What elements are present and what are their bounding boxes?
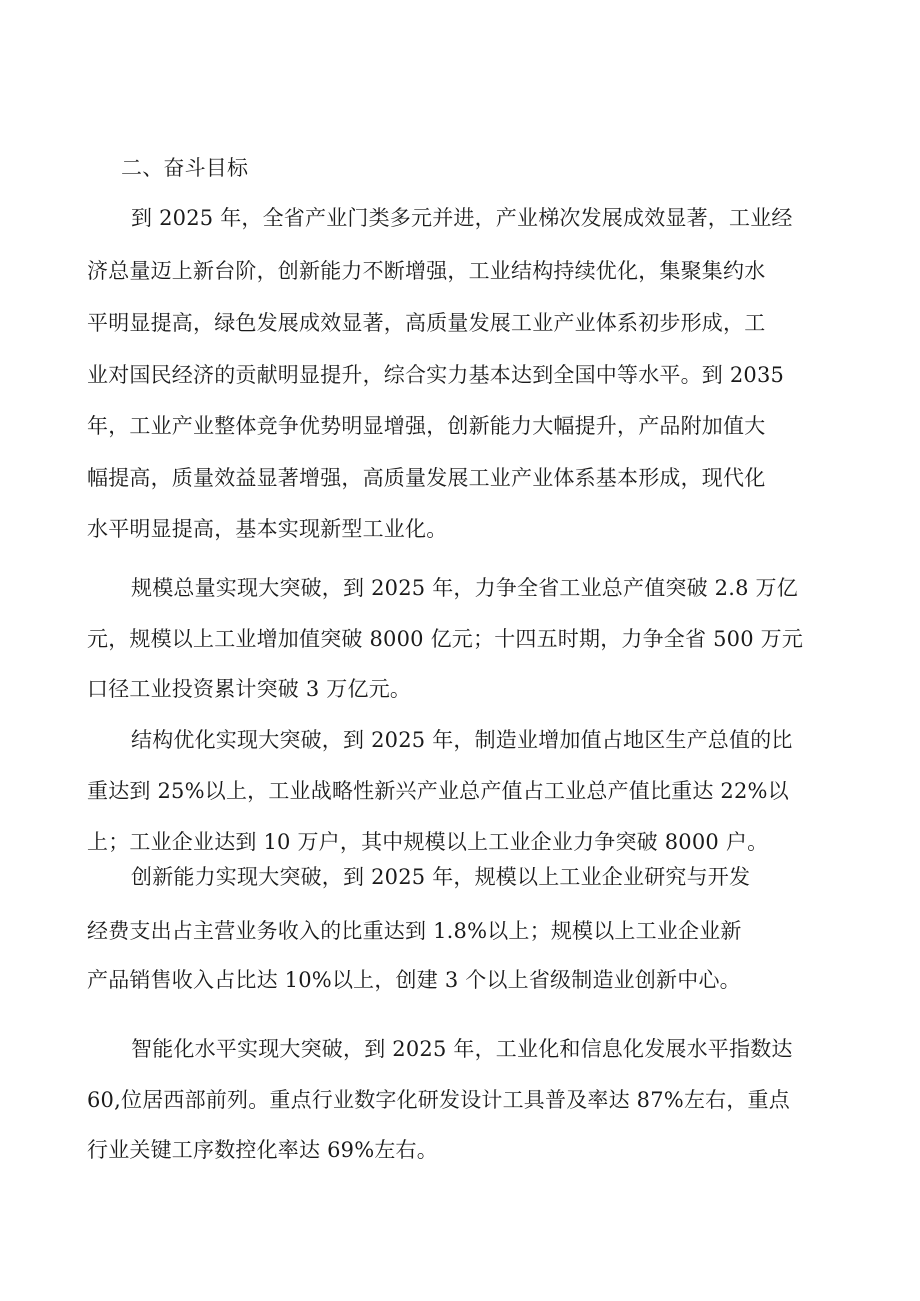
paragraph-innovation-line-3: 产品销售收入占比达 10%以上，创建 3 个以上省级制造业创新中心。	[87, 968, 741, 992]
paragraph-scale-line-3: 口径工业投资累计突破 3 万亿元。	[87, 677, 412, 701]
paragraph-overall-line-2: 济总量迈上新台阶，创新能力不断增强，工业结构持续优化，集聚集约水	[87, 259, 766, 283]
paragraph-scale-line-2: 元，规模以上工业增加值突破 8000 亿元；十四五时期，力争全省 500 万元	[87, 627, 804, 651]
paragraph-intelligence-line-1: 智能化水平实现大突破，到 2025 年，工业化和信息化发展水平指数达	[131, 1037, 793, 1061]
paragraph-overall-line-7: 水平明显提高，基本实现新型工业化。	[87, 517, 448, 541]
paragraph-intelligence-line-2: 60,位居西部前列。重点行业数字化研发设计工具普及率达 87%左右，重点	[87, 1088, 790, 1112]
paragraph-intelligence-line-3: 行业关键工序数控化率达 69%左右。	[87, 1138, 438, 1162]
paragraph-overall-line-5: 年，工业产业整体竞争优势明显增强，创新能力大幅提升，产品附加值大	[87, 414, 766, 438]
paragraph-overall-line-6: 幅提高，质量效益显著增强，高质量发展工业产业体系基本形成，现代化	[87, 466, 766, 490]
paragraph-structure-line-2: 重达到 25%以上，工业战略性新兴产业总产值占工业总产值比重达 22%以	[87, 779, 789, 803]
paragraph-innovation-line-1: 创新能力实现大突破，到 2025 年，规模以上工业企业研究与开发	[131, 865, 751, 889]
paragraph-overall-line-3: 平明显提高，绿色发展成效显著，高质量发展工业产业体系初步形成，工	[87, 311, 766, 335]
paragraph-overall-line-4: 业对国民经济的贡献明显提升，综合实力基本达到全国中等水平。到 2035	[87, 363, 785, 387]
paragraph-innovation-line-2: 经费支出占主营业务收入的比重达到 1.8%以上；规模以上工业企业新	[87, 919, 742, 943]
paragraph-structure-line-1: 结构优化实现大突破，到 2025 年，制造业增加值占地区生产总值的比	[131, 728, 793, 752]
paragraph-structure-line-3: 上；工业企业达到 10 万户，其中规模以上工业企业力争突破 8000 户。	[87, 830, 769, 854]
paragraph-scale-line-1: 规模总量实现大突破，到 2025 年，力争全省工业总产值突破 2.8 万亿	[131, 576, 798, 600]
section-heading: 二、奋斗目标	[121, 156, 249, 180]
paragraph-overall-line-1: 到 2025 年，全省产业门类多元并进，产业梯次发展成效显著，工业经	[131, 206, 793, 230]
